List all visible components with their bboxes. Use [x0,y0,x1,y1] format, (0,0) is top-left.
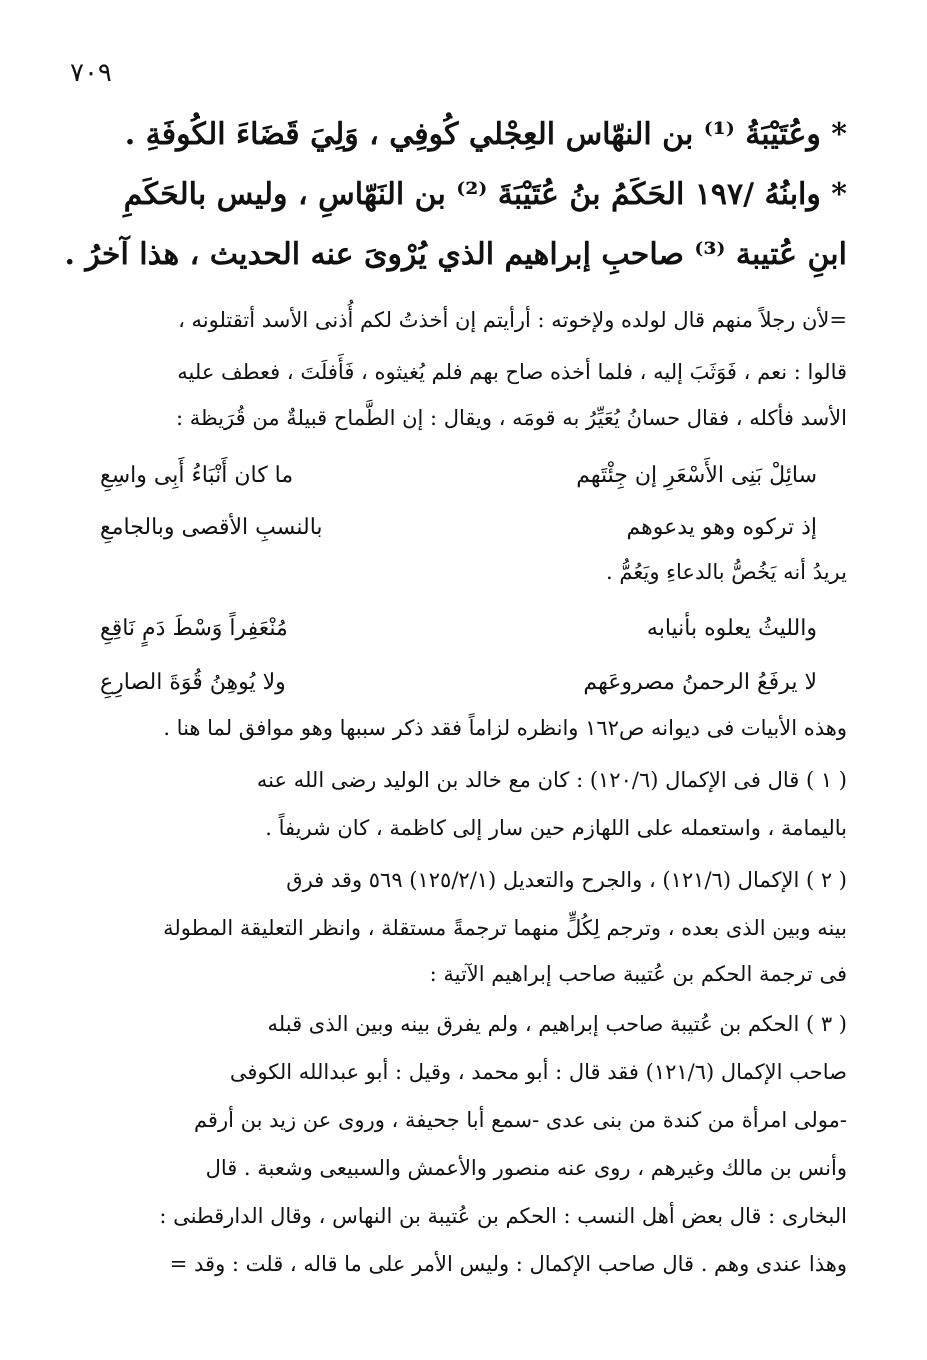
poem-verse [100,670,817,695]
poem-hemistich: إذ تركوه وهو يدعوهم [626,515,817,540]
footnote-line: باليمامة ، واستعمله على اللهازم حين سار إلى كاظمة ، كان شريفاً . [265,816,847,840]
poem-hemistich: سائِلْ بَنِى الأَسْعَرِ إن جِئْتَهم [576,463,817,488]
main-text-line: * وعُتَيْبَةُ ⁽¹⁾ بن النهّاس العِجْلي كُوفِي ، وَلِيَ قَضَاءَ الكُوفَةِ . [124,117,847,152]
continuation-note-line: =لأن رجلاً منهم قال لولده ولإخوته : أرأيتم إن أخذتُ لكم أُذنى الأسد أتقتلونه ، [178,308,847,332]
footnote-line: فى ترجمة الحكم بن عُتيبة صاحب إبراهيم الآتية : [429,962,847,986]
continuation-note-line: قالوا : نعم ، فَوَثَبَ إليه ، فلما أخذه صاح بهم فلم يُغيثوه ، فَأَفلَتَ ، فعطف عليه [177,360,847,384]
main-text-line: ابنِ عُتيبة ⁽³⁾ صاحبِ إبراهيم الذي يُرْوىَ عنه الحديث ، هذا آخرُ . [64,237,847,272]
poem-verse [100,515,817,540]
poem-hemistich: بالنسبِ الأقصى وبالجامعِ [100,515,323,540]
footnote-line: ( ٣ ) الحكم بن عُتيبة صاحب إبراهيم ، ولم يفرق بينه وبين الذى قبله [267,1012,847,1036]
page-number: ٧٠٩ [70,58,112,88]
footnote-line: -مولى امرأة من كندة من بنى عدى -سمع أبا جحيفة ، وروى عن زيد بن أرقم [193,1108,847,1132]
poem-verse [100,463,817,488]
poem-hemistich: مُنْعَفِراً وَسْطَ دَمٍ نَاقِعِ [100,616,288,641]
poem-hemistich: ولا يُوهِنُ قُوَةَ الصارِعِ [100,670,286,695]
footnote-line: البخارى : قال بعض أهل النسب : الحكم بن عُتيبة بن النهاس ، وقال الدارقطنى : [159,1204,847,1228]
poem-hemistich: والليثُ يعلوه بأنيابه [646,616,817,641]
poem-hemistich: ما كان أَنْبَاءُ أَبِى واسِعِ [100,463,294,488]
footnote-line: وهذا عندى وهم . قال صاحب الإكمال : وليس الأمر على ما قاله ، قلت : وقد = [169,1252,847,1276]
footnote-line: ( ٢ ) الإكمال (١٢١/٦) ، والجرح والتعديل (١٢٥/٢/١) ٥٦٩ وقد فرق [286,868,847,892]
poem-verse [100,616,817,641]
poem-explanation: يريدُ أنه يَخُصُّ بالدعاءِ ويَعُمُّ . [606,560,847,584]
verses-note: وهذه الأبيات فى ديوانه ص١٦٢ وانظره لزاماً فقد ذكر سببها وهو موافق لما هنا . [163,716,847,740]
continuation-note-line: الأسد فأكله ، فقال حسانُ يُعَيِّرُ به قومَه ، ويقال : إن الطَّماح قبيلةٌ من قُرَيظة : [175,406,847,430]
footnote-line: بينه وبين الذى بعده ، وترجم لِكُلٍّ منهما ترجمةً مستقلة ، وانظر التعليقة المطولة [163,916,847,940]
footnote-line: ( ١ ) قال فى الإكمال (١٢٠/٦) : كان مع خالد بن الوليد رضى الله عنه [256,768,847,792]
main-text-line: * وابنُهُ /١٩٧ الحَكَمُ بنُ عُتَيْبَةَ ⁽²⁾ بن النَهّاسِ ، وليس بالحَكَمِ [123,177,847,212]
footnote-line: وأنس بن مالك وغيرهم ، روى عنه منصور والأعمش والسبيعى وشعبة . قال [205,1156,847,1180]
poem-hemistich: لا يرفَعُ الرحمنُ مصروعَهم [583,670,817,695]
footnote-line: صاحب الإكمال (١٢١/٦) فقد قال : أبو محمد ، وقيل : أبو عبدالله الكوفى [229,1060,847,1084]
